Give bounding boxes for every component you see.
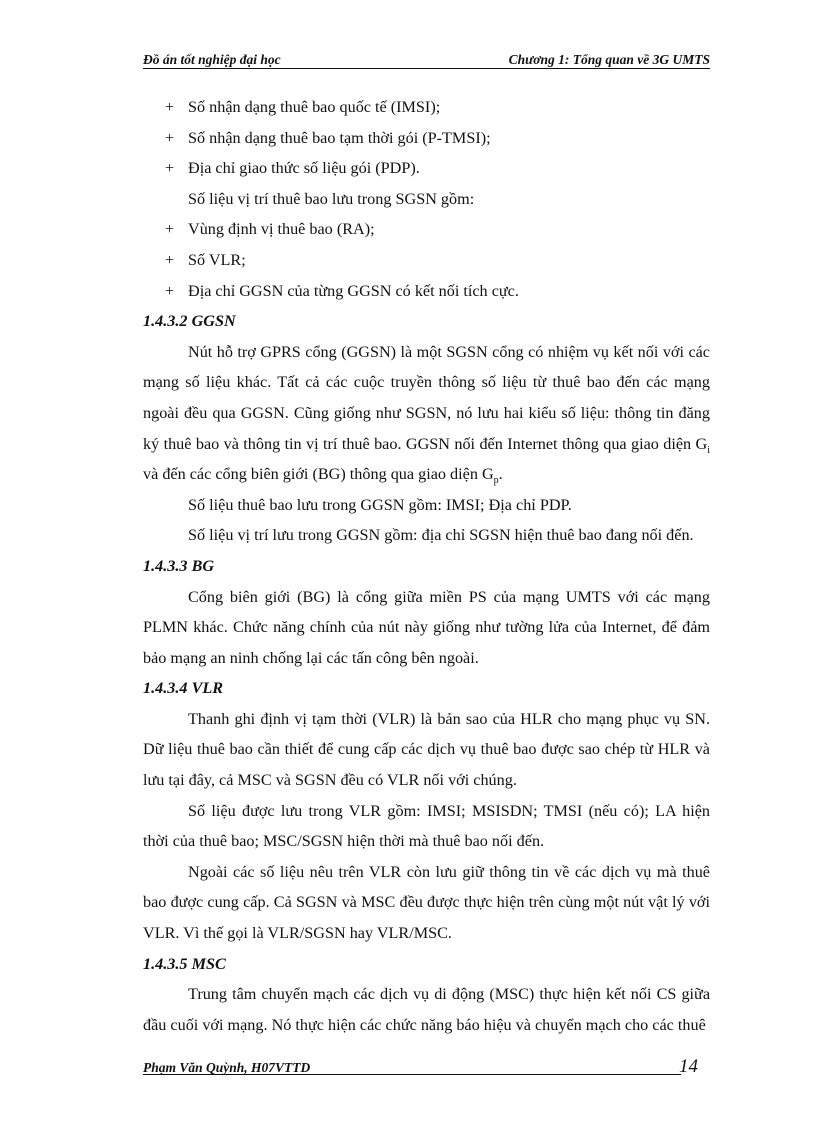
section-heading-msc: 1.4.3.5 MSC [143,954,226,973]
bullet-mark: + [165,98,175,116]
bullet-mark: + [165,281,175,300]
page-number: 14 [679,1056,698,1077]
page-header [143,51,710,69]
header-document-title: Đồ án tốt nghiệp đại học [143,52,281,67]
bullet-mark: + [165,250,175,269]
section-heading-vlr: 1.4.3.4 VLR [143,679,224,698]
list-item: + Địa chỉ GGSN của từng GGSN có kết nối tích cực. [143,276,710,307]
bullet-mark: + [165,220,175,239]
footer-rule [143,1074,681,1075]
bullet-mark: + [165,159,175,178]
section-heading-ggsn: 1.4.3.2 GGSN [143,312,236,331]
bg-paragraph: Cổng biên giới (BG) là cổng giữa miền PS của mạng UMTS với các mạng PLMN khác. Chức năng chính của nút này giống như tường lửa của Internet, để đảm bảo mạng an ninh chống lại các tấn công bên ngoài. [143,587,710,667]
vlr-paragraph: Thanh ghi định vị tạm thời (VLR) là bản sao của HLR cho mạng phục vụ SN. Dữ liệu thuê bao cần thiết để cung cấp các dịch vụ thuê bao được sao chép từ HLR và lưu tại đây, cả MSC và SGSN đều có VLR nối với chúng. [143,709,710,790]
list-item: + Số nhận dạng thuê bao quốc tế (IMSI); [143,92,710,123]
header-chapter-title: Chương 1: Tổng quan về 3G UMTS [508,52,710,67]
vlr-services-paragraph: Ngoài các số liệu nêu trên VLR còn lưu giữ thông tin về các dịch vụ mà thuê bao được cung cấp. Cả SGSN và MSC đều được thực hiện trên cùng một nút vật lý với VLR. Vì thế gọi là VLR/SGSN hay VLR/MSC. [143,862,710,943]
footer-author: Phạm Văn Quỳnh, H07VTTD [143,1060,311,1075]
sgsn-location-intro: Số liệu vị trí thuê bao lưu trong SGSN gồm: [188,189,475,208]
ggsn-paragraph: Nút hỗ trợ GPRS cổng (GGSN) là một SGSN cổng có nhiệm vụ kết nối với các mạng số liệu khác. Tất cả các cuộc truyền thông số liệu từ thuê bao đến các mạng ngoài đều qua GGSN. Cũng giống như SGSN, nó lưu hai kiểu số liệu: thông tin đăng ký thuê bao và thông tin vị trí thuê bao. GGSN nối đến Internet thông qua giao diện $G_i$ và đến các cổng biên giới (BG) thông qua giao diện $G_p$. [143,342,710,487]
list-item: + Số VLR; [143,245,710,276]
bullet-mark: + [165,128,175,147]
ggsn-subscriber-paragraph: Số liệu thuê bao lưu trong GGSN gồm: IMSI; Địa chỉ PDP. [188,495,572,514]
section-heading-bg: 1.4.3.3 BG [143,556,215,575]
list-item: + Vùng định vị thuê bao (RA); [143,214,710,245]
list-item: + Địa chỉ giao thức số liệu gói (PDP). [143,153,710,184]
page-footer [143,1058,710,1078]
vlr-data-paragraph: Số liệu được lưu trong VLR gồm: IMSI; MSISDN; TMSI (nếu có); LA hiện thời của thuê bao; MSC/SGSN hiện thời mà thuê bao nối đến. [143,801,710,851]
msc-paragraph: Trung tâm chuyển mạch các dịch vụ di động (MSC) thực hiện kết nối CS giữa đầu cuối với mạng. Nó thực hiện các chức năng báo hiệu và chuyển mạch cho các thuê [143,985,710,1034]
page-content [143,92,710,1040]
list-item: + Số nhận dạng thuê bao tạm thời gói (P-TMSI); [143,123,710,154]
ggsn-location-paragraph: Số liệu vị trí lưu trong GGSN gồm: địa chỉ SGSN hiện thuê bao đang nối đến. [188,526,694,545]
